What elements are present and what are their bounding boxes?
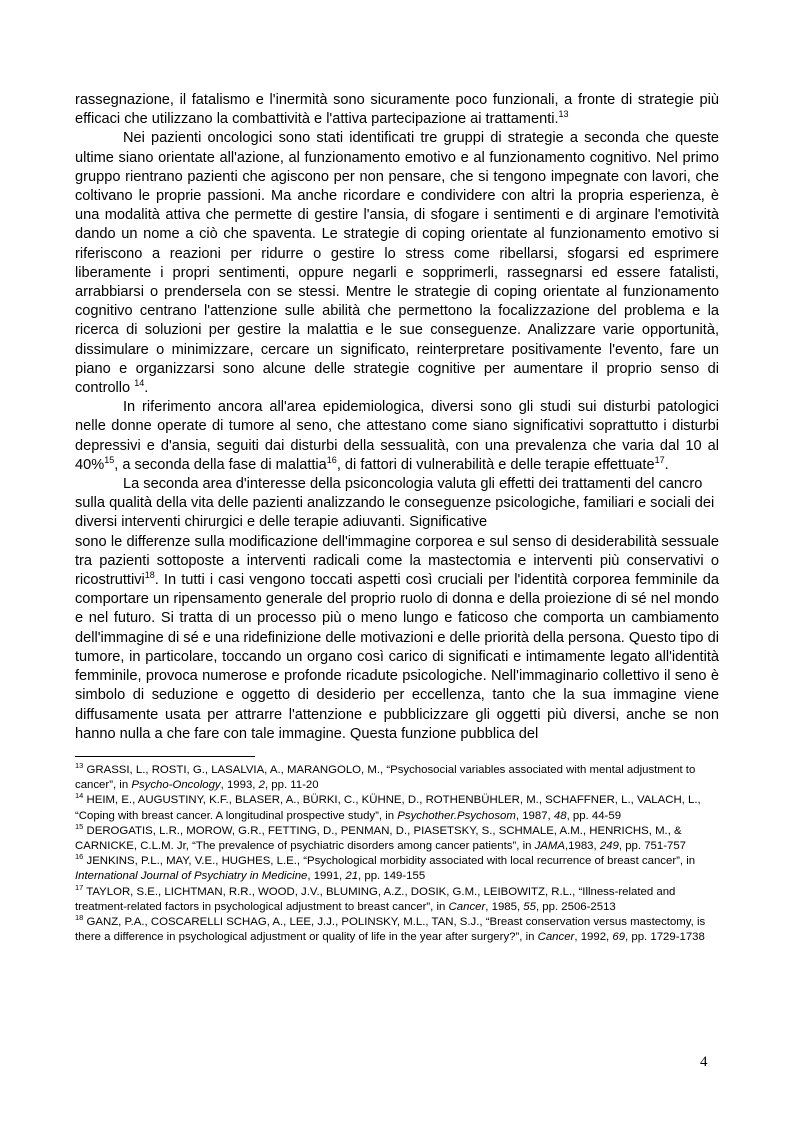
document-page	[75, 91, 719, 945]
footnote-ref[interactable]: 17	[654, 455, 665, 465]
footnote-separator	[75, 756, 255, 757]
footnote-ref[interactable]: 14	[134, 378, 145, 389]
footnote-16: $^{16}$ JENKINS, P.L., MAY, V.E., HUGHES, L.E., “Psychological morbidity associated with local recurrence of breast cancer”, in International Journal of Psychiatry in Medicine, 1991, 21, pp. 149-155	[75, 852, 696, 883]
footnotes	[75, 763, 719, 945]
paragraph-4	[75, 475, 719, 533]
footnote-13: $^{13}$ GRASSI, L., ROSTI, G., LASALVIA, A., MARANGOLO, M., “Psychosocial variables associated with mental adjustment to cancer”, in Psycho-Oncology, 1993, 2, pp. 11-20	[75, 761, 696, 792]
paragraph-text: La seconda area d'interesse della psiconcologia valuta gli effetti dei trattamenti del cancro sulla qualità della vita delle pazienti analizzando le conseguenze psicologiche, familiari e sociali dei diversi interventi chirurgici e delle terapie adiuvanti. Significative	[75, 476, 715, 531]
footnote-17: $^{17}$ TAYLOR, S.E., LICHTMAN, R.R., WOOD, J.V., BLUMING, A.Z., DOSIK, G.M., LEIBOWITZ, R.L., “Illness-related and treatment-related factors in psychological adjustment to breast cancer”, in Cancer, 1985, 55, pp. 2506-2513	[75, 882, 676, 913]
paragraph-text: In riferimento ancora all'area epidemiologica, diversi sono gli studi sui disturbi patologici nelle donne operate di tumore al seno, che attestano come siano significativi soprattutto i disturbi depressivi e d'ansia, seguiti dai disturbi della sessualità, con una prevalenza che varia dal 10 al 40%	[75, 399, 719, 473]
footnote-ref[interactable]: 18	[144, 570, 155, 581]
paragraph-3: In riferimento ancora all'area epidemiologica, diversi sono gli studi sui disturbi patologici nelle donne operate di tumore al seno, che attestano come siano significativi soprattutto i disturbi depressivi e d'ansia, seguiti dai disturbi della sessualità, con una prevalenza che varia dal 10 al 40%$^{15}$, a seconda della fase di malattia$^{16}$, di fattori di vulnerabilità e delle terapie effettuate$^{17}$.	[75, 399, 719, 473]
paragraph-2: Nei pazienti oncologici sono stati identificati tre gruppi di strategie a seconda che queste ultime siano orientate all'azione, al funzionamento emotivo e al funzionamento cognitivo. Nel primo gruppo rientrano pazienti che agiscono per non pensare, che si tengono impegnate con lavori, che coltivano le proprie passioni. Ma anche ricordare e condividere con altri la propria esperienza, è una modalità attiva che permette di gestire l'ansia, di sfogare i sentimenti e di arginare l'emotività dando un nome a ciò che spaventa. Le strategie di coping orientate al funzionamento emotivo si riferiscono a reazioni per ridurre o gestire lo stress come ribellarsi, sfogarsi ed esprimere liberamente i propri sentimenti, oppure negarli e sopprimerli, rassegnarsi ed essere fatalisti, arrabbiarsi o prendersela con se stessi. Mentre le strategie di coping orientate al funzionamento cognitivo centrano l'attenzione sulle abilità che permettono la focalizzazione del problema e la ricerca di soluzioni per gestire la malattia e le sue conseguenze. Analizzare varie opportunità, dissimulare o minimizzare, cercare un significato, reinterpretare positivamente l'evento, fare un piano e organizzarsi sono alcune delle strategie cognitive per aumentare il proprio senso di controllo $^{14}$.	[75, 130, 719, 397]
paragraph-text: Nei pazienti oncologici sono stati identificati tre gruppi di strategie a seconda che queste ultime siano orientate all'azione, al funzionamento emotivo e al funzionamento cognitivo. Nel primo gruppo rientrano pazienti che agiscono per non pensare, che si tengono impegnate con lavori, che coltivano le proprie passioni. Ma anche ricordare e condividere con altri la propria esperienza, è una modalità attiva che permette di gestire l'ansia, di sfogare i sentimenti e di arginare l'emotività dando un nome a ciò che spaventa. Le strategie di coping orientate al funzionamento emotivo si riferiscono a reazioni per ridurre o gestire lo stress come ribellarsi, sfogarsi ed esprimere liberamente i propri sentimenti, oppure negarli e sopprimerli, rassegnarsi ed essere fatalisti, arrabbiarsi o prendersela con se stessi. Mentre le strategie di coping orientate al funzionamento cognitivo centrano l'attenzione sulle abilità che permettono la focalizzazione del problema e la ricerca di soluzioni per gestire la malattia e le sue conseguenze. Analizzare varie opportunità, dissimulare o minimizzare, cercare un significato, reinterpretare positivamente l'evento, fare un piano e organizzarsi sono alcune delle strategie cognitive per aumentare il proprio senso di controllo	[75, 130, 719, 397]
paragraph-5: sono le differenze sulla modificazione dell'immagine corporea e sul senso di desiderabilità sessuale tra pazienti sottoposte a interventi radicali come la mastectomia e interventi più conservativi o ricostruttivi$^{18}$. In tutti i casi vengono toccati aspetti così cruciali per l'identità corporea femminile da comportare un ripensamento generale del proprio ruolo di donna e della proiezione di sé nel mondo e nel futuro. Si tratta di un processo più o meno lungo e faticoso che comporta un cambiamento dell'immagine di sé e una ridefinizione delle motivazioni e delle priorità della persona. Questo tipo di tumore, in particolare, toccando un organo così carico di significati e intimamente legato all'identità femminile, provoca numerose e profonde ricadute psicologiche. Nell'immaginario collettivo il seno è simbolo di seduzione e oggetto di desiderio per eccellenza, tanto che la sua immagine viene diffusamente usata per attrarre l'attenzione e pubblicizzare gli oggetti più diversi, anche se non hanno nulla a che fare con tale immagine. Questa funzione pubblica del	[75, 533, 719, 742]
footnote-18: $^{18}$ GANZ, P.A., COSCARELLI SCHAG, A., LEE, J.J., POLINSKY, M.L., TAN, S.J., “Breast conservation versus mastectomy, is there a difference in psychological adjustment or quality of life in the year after surgery?”, in Cancer, 1992, 69, pp. 1729-1738	[75, 913, 706, 944]
footnote-14: $^{14}$ HEIM, E., AUGUSTINY, K.F., BLASER, A., BÜRKI, C., KÜHNE, D., ROTHENBÜHLER, M., SCHAFFNER, L., VALACH, L., “Coping with breast cancer. A longitudinal prospective study”, in Psychother.Psychosom, 1987, 48, pp. 44-59	[75, 791, 701, 822]
footnote-15: $^{15}$ DEROGATIS, L.R., MOROW, G.R., FETTING, D., PENMAN, D., PIASETSKY, S., SCHMALE, A.M., HENRICHS, M., & CARNICKE, C.L.M. Jr, “The prevalence of psychiatric disorders among cancer patients”, in JAMA,1983, 249, pp. 751-757	[75, 821, 686, 852]
footnote-ref[interactable]: 13	[558, 109, 569, 120]
paragraph-text: rassegnazione, il fatalismo e l'inermità sono sicuramente poco funzionali, a fronte di strategie più efficaci che utilizzano la combattività e l'attiva partecipazione ai trattamenti.	[75, 92, 719, 128]
paragraph-text: sono le differenze sulla modificazione dell'immagine corporea e sul senso di desiderabilità sessuale tra pazienti sottoposte a interventi radicali come la mastectomia e interventi più conservativi o ricostruttivi	[75, 533, 719, 589]
page-number: 4	[700, 1054, 708, 1070]
footnote-ref[interactable]: 16	[326, 455, 337, 465]
body-text	[75, 91, 719, 744]
footnote-ref[interactable]: 15	[104, 455, 115, 465]
paragraph-1	[75, 91, 719, 129]
